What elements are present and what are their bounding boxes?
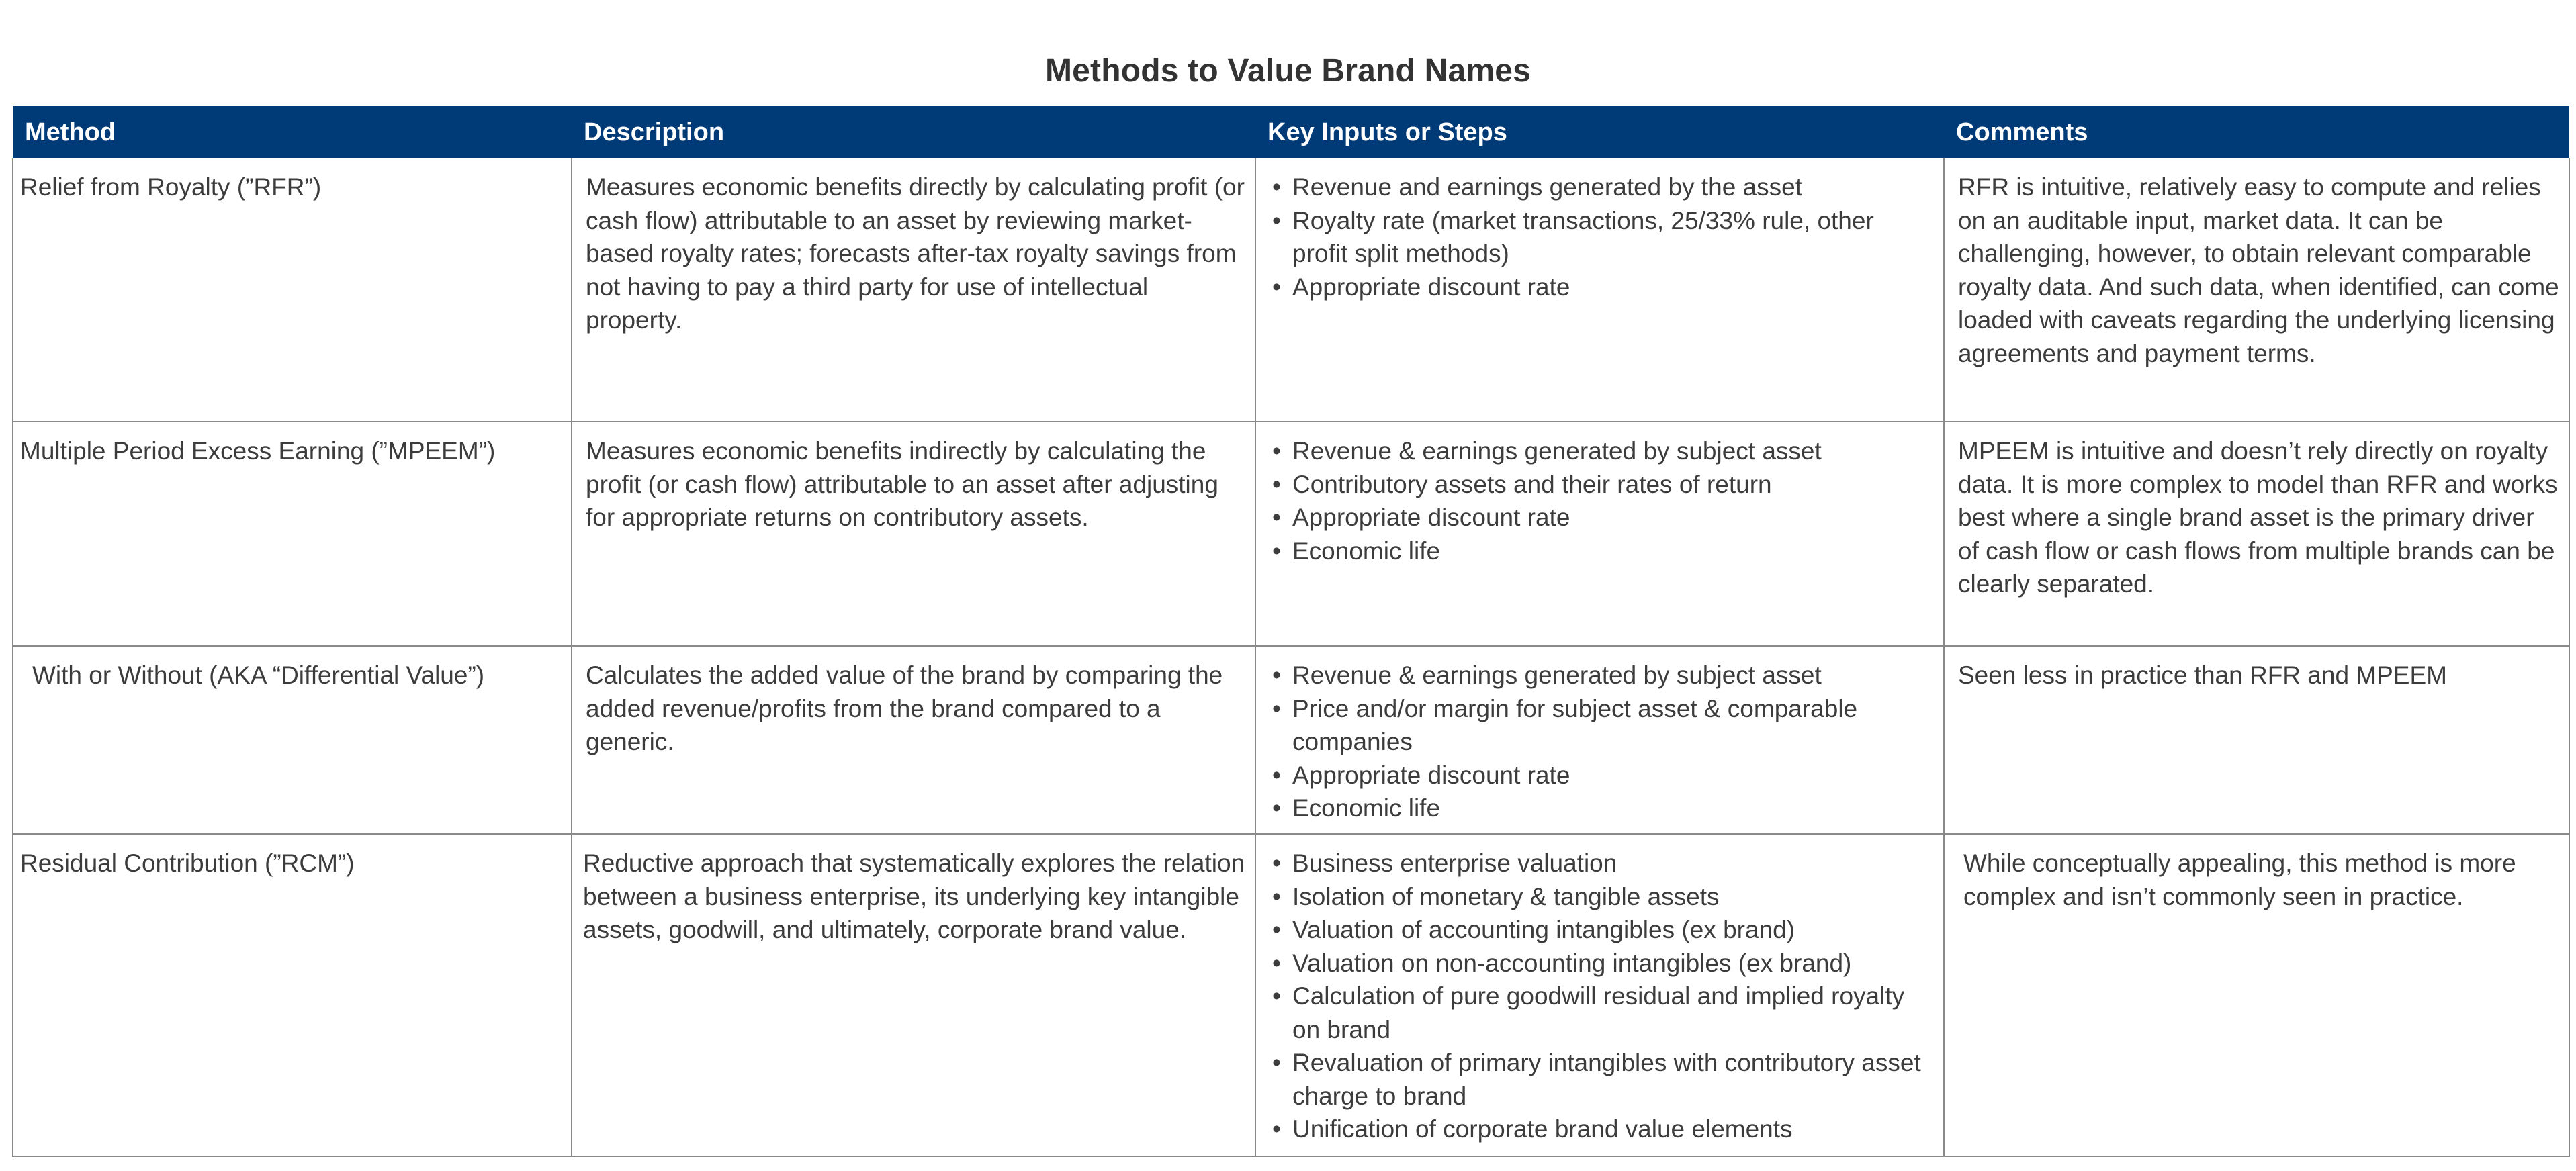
description-cell: Measures economic benefits directly by calculating profit (or cash flow) attributable to an asset by reviewing market-based royalty rates; forecasts after-tax royalty savings from not having to pay a third party for use of intellectual property. [572, 158, 1255, 422]
method-cell: Relief from Royalty (”RFR”) [13, 158, 572, 422]
methods-table [12, 106, 2570, 1157]
table-row [13, 422, 2569, 646]
description-cell: Reductive approach that systematically explores the relation between a business enterprise, its underlying key intangible assets, goodwill, and ultimately, corporate brand value. [572, 834, 1255, 1156]
list-item: • Revenue & earnings generated by subject asset [1270, 659, 1935, 692]
list-item: • Calculation of pure goodwill residual and implied royalty on brand [1270, 980, 1935, 1046]
list-item: • Revenue and earnings generated by the asset [1270, 171, 1935, 204]
method-cell: Multiple Period Excess Earning (”MPEEM”) [13, 422, 572, 646]
table-header [13, 106, 2569, 158]
list-item: • Royalty rate (market transactions, 25/33% rule, other profit split methods) [1270, 204, 1935, 271]
list-item: • Price and/or margin for subject asset & comparable companies [1270, 692, 1935, 759]
inputs-cell [1255, 646, 1944, 834]
list-item: • Economic life [1270, 534, 1935, 568]
list-item: • Appropriate discount rate [1270, 271, 1935, 304]
method-cell: With or Without (AKA “Differential Value”) [13, 646, 572, 834]
list-item: • Valuation on non-accounting intangibles (ex brand) [1270, 947, 1935, 980]
header-comments: Comments [1944, 106, 2569, 158]
description-cell: Calculates the added value of the brand by comparing the added revenue/profits from the brand compared to a generic. [572, 646, 1255, 834]
list-item: • Revenue & earnings generated by subject asset [1270, 434, 1935, 468]
page-title: Methods to Value Brand Names [1045, 53, 1531, 89]
table-row [13, 646, 2569, 834]
comments-cell: While conceptually appealing, this method is more complex and isn’t commonly seen in practice. [1944, 834, 2569, 1156]
comments-cell: RFR is intuitive, relatively easy to compute and relies on an auditable input, market data. It can be challenging, however, to obtain relevant comparable royalty data. And such data, when identified, can come loaded with caveats regarding the underlying licensing agreements and payment terms. [1944, 158, 2569, 422]
header-key-inputs: Key Inputs or Steps [1255, 106, 1944, 158]
list-item: • Contributory assets and their rates of return [1270, 468, 1935, 502]
inputs-list [1270, 659, 1935, 825]
header-description: Description [572, 106, 1255, 158]
list-item: • Revaluation of primary intangibles with contributory asset charge to brand [1270, 1046, 1935, 1113]
list-item: • Isolation of monetary & tangible assets [1270, 880, 1935, 914]
list-item: • Business enterprise valuation [1270, 847, 1935, 880]
list-item: • Economic life [1270, 792, 1935, 825]
list-item: • Appropriate discount rate [1270, 501, 1935, 534]
inputs-cell [1255, 834, 1944, 1156]
comments-cell: MPEEM is intuitive and doesn’t rely directly on royalty data. It is more complex to model than RFR and works best where a single brand asset is the primary driver of cash flow or cash flows from multiple brands can be clearly separated. [1944, 422, 2569, 646]
table-row [13, 158, 2569, 422]
inputs-cell [1255, 422, 1944, 646]
inputs-list [1270, 434, 1935, 567]
inputs-list [1270, 847, 1935, 1146]
inputs-cell [1255, 158, 1944, 422]
method-cell: Residual Contribution (”RCM”) [13, 834, 572, 1156]
table-row [13, 834, 2569, 1156]
header-method: Method [13, 106, 572, 158]
comments-cell: Seen less in practice than RFR and MPEEM [1944, 646, 2569, 834]
inputs-list [1270, 171, 1935, 303]
list-item: • Valuation of accounting intangibles (ex brand) [1270, 913, 1935, 947]
list-item: • Unification of corporate brand value elements [1270, 1113, 1935, 1146]
description-cell: Measures economic benefits indirectly by calculating the profit (or cash flow) attributable to an asset after adjusting for appropriate returns on contributory assets. [572, 422, 1255, 646]
list-item: • Appropriate discount rate [1270, 759, 1935, 792]
